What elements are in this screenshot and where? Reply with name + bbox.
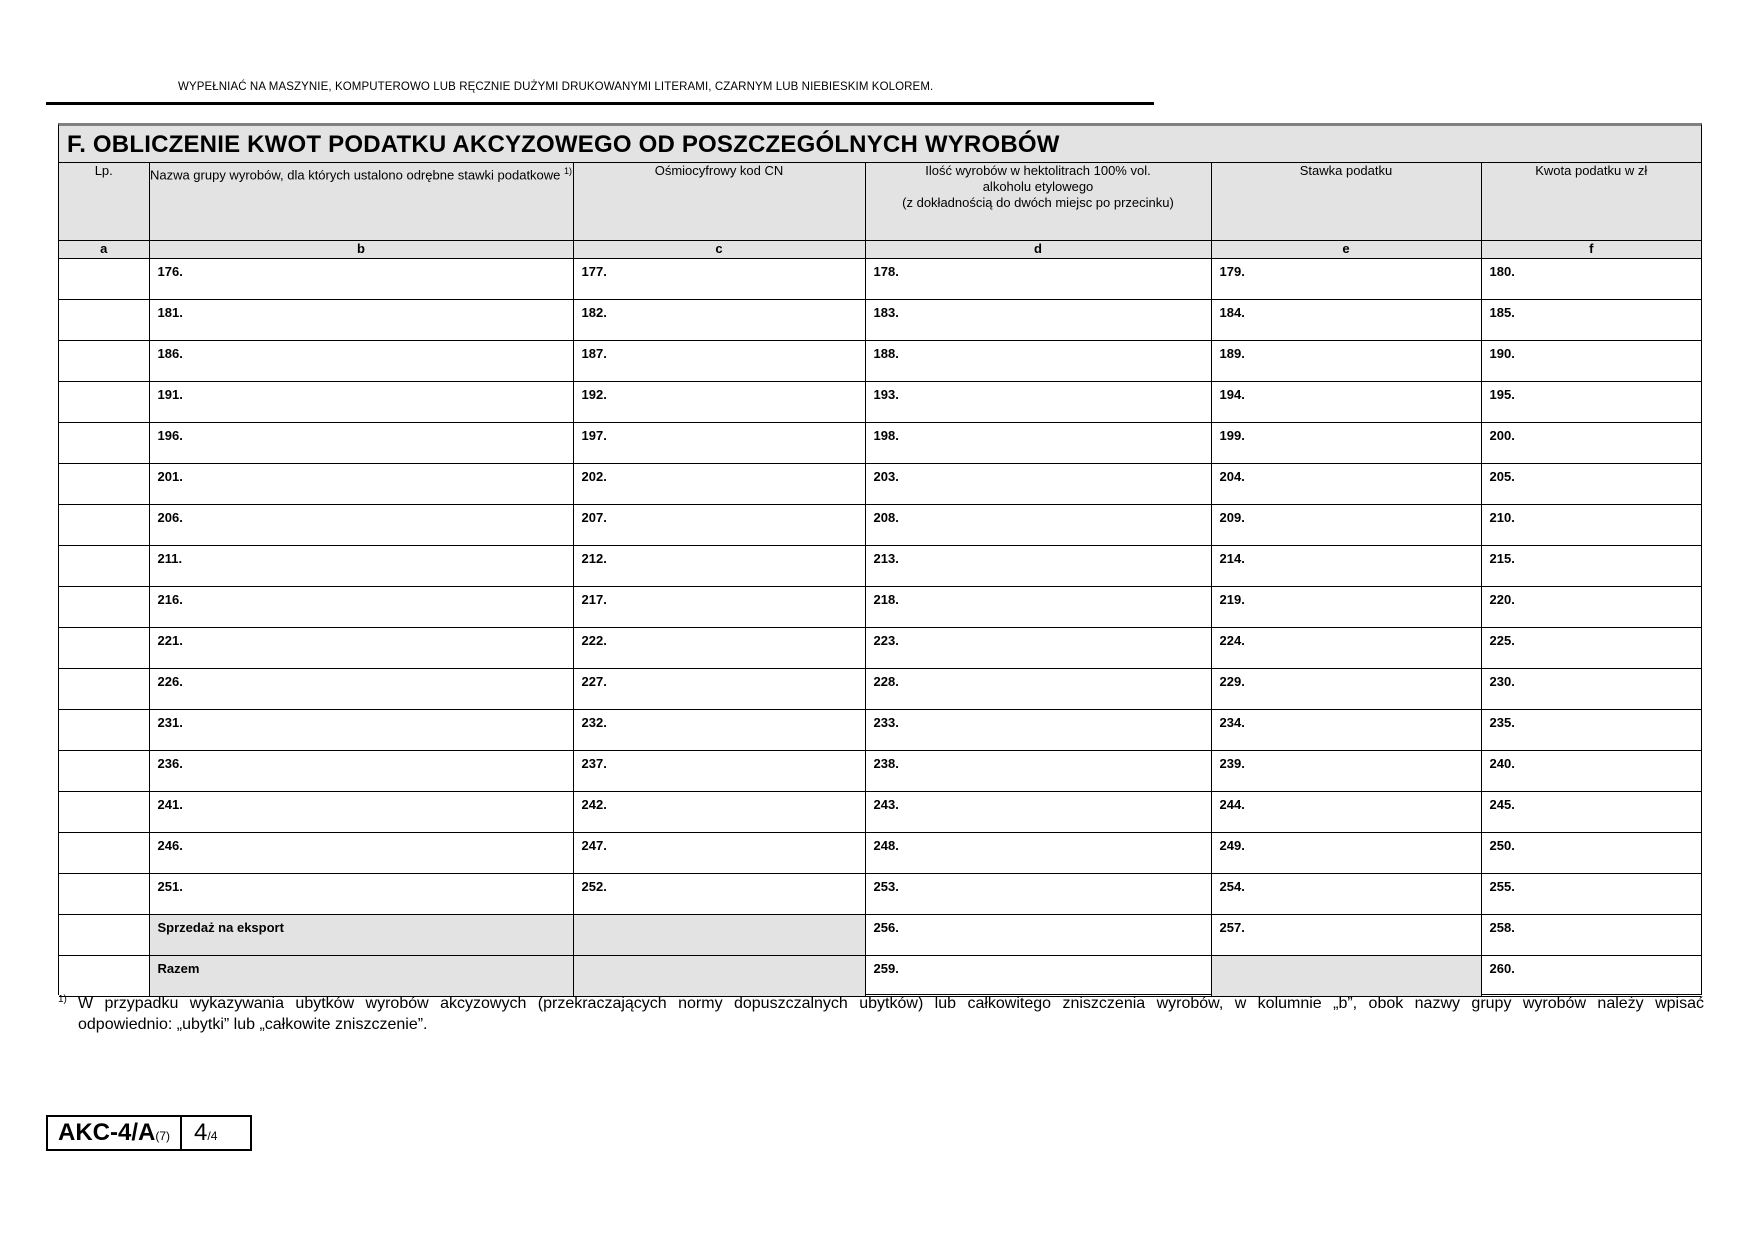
- lp-cell: [59, 505, 149, 546]
- field-quantity[interactable]: [865, 710, 1211, 751]
- lp-cell: [59, 382, 149, 423]
- field-tax-amount[interactable]: [1481, 628, 1701, 669]
- field-quantity[interactable]: [865, 300, 1211, 341]
- field-quantity[interactable]: [865, 259, 1211, 300]
- field-number: 220.: [1489, 592, 1515, 607]
- field-number: 239.: [1219, 756, 1245, 771]
- field-number: 186.: [157, 346, 183, 361]
- field-number: 198.: [873, 428, 899, 443]
- field-number: 182.: [581, 305, 607, 320]
- field-cn-code[interactable]: [573, 669, 865, 710]
- field-number: 200.: [1489, 428, 1515, 443]
- field-number: 202.: [581, 469, 607, 484]
- field-number: 187.: [581, 346, 607, 361]
- field-number: 188.: [873, 346, 899, 361]
- field-number: 245.: [1489, 797, 1515, 812]
- field-tax-amount[interactable]: [1481, 710, 1701, 751]
- field-tax-rate[interactable]: [1211, 587, 1481, 628]
- field-tax-rate[interactable]: [1211, 669, 1481, 710]
- field-number: 219.: [1219, 592, 1245, 607]
- field-product-group[interactable]: [149, 259, 573, 300]
- field-tax-rate[interactable]: [1211, 628, 1481, 669]
- field-tax-amount[interactable]: [1481, 546, 1701, 587]
- field-tax-amount[interactable]: [1481, 669, 1701, 710]
- field-tax-amount[interactable]: [1481, 874, 1701, 915]
- field-product-group[interactable]: [149, 874, 573, 915]
- export-row: [59, 915, 1701, 956]
- field-product-group[interactable]: [149, 669, 573, 710]
- form-code-text: AKC-4/A: [58, 1119, 156, 1146]
- field-number: 256.: [873, 920, 899, 935]
- header-quantity-line3: (z dokładnością do dwóch miejsc po przecinku): [902, 195, 1174, 210]
- header-quantity-line1: Ilość wyrobów w hektolitrach 100% vol.: [925, 163, 1151, 178]
- header-product-group-text: Nazwa grupy wyrobów, dla których ustalono odrębne stawki podatkowe: [149, 167, 561, 183]
- field-quantity[interactable]: [865, 833, 1211, 874]
- form-code-badge: [46, 1115, 252, 1151]
- field-number: 214.: [1219, 551, 1245, 566]
- field-number: 184.: [1219, 305, 1245, 320]
- header-tax-rate: Stawka podatku: [1211, 163, 1481, 241]
- field-number: 233.: [873, 715, 899, 730]
- field-number: 179.: [1219, 264, 1245, 279]
- field-number: 246.: [157, 838, 183, 853]
- field-quantity[interactable]: [865, 505, 1211, 546]
- field-tax-amount[interactable]: [1481, 751, 1701, 792]
- field-number: 235.: [1489, 715, 1515, 730]
- total-label-cell: [149, 956, 573, 997]
- table-row: [59, 423, 1701, 464]
- page-total: /4: [207, 1129, 218, 1143]
- field-export-amount[interactable]: [1481, 915, 1701, 956]
- field-number: 259.: [873, 961, 899, 976]
- field-number: 212.: [581, 551, 607, 566]
- field-product-group[interactable]: [149, 382, 573, 423]
- field-number: 193.: [873, 387, 899, 402]
- field-number: 205.: [1489, 469, 1515, 484]
- column-letter: e: [1211, 241, 1481, 259]
- field-quantity[interactable]: [865, 751, 1211, 792]
- field-quantity[interactable]: [865, 587, 1211, 628]
- field-product-group[interactable]: [149, 751, 573, 792]
- section-title: F. OBLICZENIE KWOT PODATKU AKCYZOWEGO OD POSZCZEGÓLNYCH WYROBÓW: [59, 126, 1701, 163]
- field-number: 194.: [1219, 387, 1245, 402]
- field-cn-code[interactable]: [573, 259, 865, 300]
- field-quantity[interactable]: [865, 341, 1211, 382]
- field-number: 221.: [157, 633, 183, 648]
- lp-cell: [59, 628, 149, 669]
- field-tax-rate[interactable]: [1211, 710, 1481, 751]
- field-number: 213.: [873, 551, 899, 566]
- field-number: 228.: [873, 674, 899, 689]
- lp-cell: [59, 710, 149, 751]
- footnote-line1: W przypadku wykazywania ubytków wyrobów akcyzowych (przekraczających normy dopuszczalnych ubytków) lub całkowitego zniszczenia wyrobów, w kolumnie „b”, obok nazwy grupy wyrobów należy wpisać: [78, 995, 1704, 1012]
- total-cn-disabled: [573, 956, 865, 997]
- field-number: 248.: [873, 838, 899, 853]
- field-cn-code[interactable]: [573, 341, 865, 382]
- field-number: 185.: [1489, 305, 1515, 320]
- field-number: 236.: [157, 756, 183, 771]
- field-number: Razem: [157, 961, 200, 976]
- field-product-group[interactable]: [149, 464, 573, 505]
- field-quantity[interactable]: [865, 669, 1211, 710]
- field-tax-amount[interactable]: [1481, 464, 1701, 505]
- form-instruction: WYPEŁNIAĆ NA MASZYNIE, KOMPUTEROWO LUB RĘCZNIE DUŻYMI DRUKOWANYMI LITERAMI, CZARNYM LUB NIEBIESKIM KOLOREM.: [178, 81, 934, 93]
- field-tax-rate[interactable]: [1211, 833, 1481, 874]
- field-number: 197.: [581, 428, 607, 443]
- field-number: 209.: [1219, 510, 1245, 525]
- field-number: 195.: [1489, 387, 1515, 402]
- field-tax-rate[interactable]: [1211, 300, 1481, 341]
- field-number: 190.: [1489, 346, 1515, 361]
- lp-cell: [59, 341, 149, 382]
- field-product-group[interactable]: [149, 423, 573, 464]
- field-number: 226.: [157, 674, 183, 689]
- table-row: [59, 874, 1701, 915]
- field-export-rate[interactable]: [1211, 915, 1481, 956]
- field-tax-rate[interactable]: [1211, 464, 1481, 505]
- field-tax-amount[interactable]: [1481, 300, 1701, 341]
- field-product-group[interactable]: [149, 628, 573, 669]
- lp-cell: [59, 915, 149, 956]
- lp-cell: [59, 587, 149, 628]
- field-cn-code[interactable]: [573, 710, 865, 751]
- field-number: 230.: [1489, 674, 1515, 689]
- field-number: 251.: [157, 879, 183, 894]
- field-number: 244.: [1219, 797, 1245, 812]
- header-product-group: [149, 163, 573, 241]
- field-number: 183.: [873, 305, 899, 320]
- table-row: [59, 587, 1701, 628]
- field-product-group[interactable]: [149, 710, 573, 751]
- field-total-quantity[interactable]: [865, 956, 1211, 997]
- field-quantity[interactable]: [865, 464, 1211, 505]
- field-number: 217.: [581, 592, 607, 607]
- field-number: 192.: [581, 387, 607, 402]
- table-row: [59, 710, 1701, 751]
- table-row: [59, 300, 1701, 341]
- field-number: 260.: [1489, 961, 1515, 976]
- field-number: 252.: [581, 879, 607, 894]
- field-cn-code[interactable]: [573, 423, 865, 464]
- column-letter: a: [59, 241, 149, 259]
- field-number: 176.: [157, 264, 183, 279]
- field-tax-rate[interactable]: [1211, 505, 1481, 546]
- field-number: 255.: [1489, 879, 1515, 894]
- top-rule: [46, 102, 1154, 105]
- field-number: 227.: [581, 674, 607, 689]
- field-cn-code[interactable]: [573, 792, 865, 833]
- field-cn-code[interactable]: [573, 300, 865, 341]
- lp-cell: [59, 669, 149, 710]
- table-row: [59, 546, 1701, 587]
- field-number: 232.: [581, 715, 607, 730]
- field-number: 218.: [873, 592, 899, 607]
- field-product-group[interactable]: [149, 505, 573, 546]
- field-number: 243.: [873, 797, 899, 812]
- field-number: 180.: [1489, 264, 1515, 279]
- field-cn-code[interactable]: [573, 751, 865, 792]
- field-cn-code[interactable]: [573, 505, 865, 546]
- field-tax-amount[interactable]: [1481, 833, 1701, 874]
- field-number: 234.: [1219, 715, 1245, 730]
- field-number: 254.: [1219, 879, 1245, 894]
- table-row: [59, 833, 1701, 874]
- header-tax-amount: Kwota podatku w zł: [1481, 163, 1701, 241]
- field-cn-code[interactable]: [573, 382, 865, 423]
- footnote-mark: 1): [58, 994, 67, 1005]
- page-current: 4: [194, 1119, 208, 1146]
- field-tax-amount[interactable]: [1481, 382, 1701, 423]
- field-product-group[interactable]: [149, 546, 573, 587]
- field-number: 208.: [873, 510, 899, 525]
- field-tax-rate[interactable]: [1211, 382, 1481, 423]
- header-quantity: [865, 163, 1211, 241]
- field-quantity[interactable]: [865, 546, 1211, 587]
- column-letter: d: [865, 241, 1211, 259]
- field-export-quantity[interactable]: [865, 915, 1211, 956]
- export-cn-disabled: [573, 915, 865, 956]
- table-row: [59, 464, 1701, 505]
- field-tax-rate[interactable]: [1211, 546, 1481, 587]
- form-version: (7): [155, 1129, 171, 1143]
- field-number: 223.: [873, 633, 899, 648]
- field-tax-amount[interactable]: [1481, 505, 1701, 546]
- field-product-group[interactable]: [149, 833, 573, 874]
- form-code: [48, 1117, 182, 1149]
- field-tax-amount[interactable]: [1481, 587, 1701, 628]
- field-number: 203.: [873, 469, 899, 484]
- header-cn-code: Ośmiocyfrowy kod CN: [573, 163, 865, 241]
- field-number: 207.: [581, 510, 607, 525]
- field-number: 177.: [581, 264, 607, 279]
- field-tax-rate[interactable]: [1211, 874, 1481, 915]
- field-number: 222.: [581, 633, 607, 648]
- lp-cell: [59, 833, 149, 874]
- field-number: 181.: [157, 305, 183, 320]
- page-number: [182, 1117, 250, 1149]
- lp-cell: [59, 259, 149, 300]
- field-number: 199.: [1219, 428, 1245, 443]
- field-number: 196.: [157, 428, 183, 443]
- field-number: 241.: [157, 797, 183, 812]
- lp-cell: [59, 300, 149, 341]
- field-number: 238.: [873, 756, 899, 771]
- field-number: 249.: [1219, 838, 1245, 853]
- field-tax-rate[interactable]: [1211, 423, 1481, 464]
- lp-cell: [59, 956, 149, 997]
- lp-cell: [59, 792, 149, 833]
- column-letter: c: [573, 241, 865, 259]
- field-quantity[interactable]: [865, 382, 1211, 423]
- field-number: 225.: [1489, 633, 1515, 648]
- footnote-ref: 1): [564, 166, 573, 176]
- field-number: 242.: [581, 797, 607, 812]
- field-tax-amount[interactable]: [1481, 792, 1701, 833]
- header-row: [59, 163, 1701, 241]
- field-cn-code[interactable]: [573, 628, 865, 669]
- lp-cell: [59, 464, 149, 505]
- field-number: 247.: [581, 838, 607, 853]
- field-tax-rate[interactable]: [1211, 792, 1481, 833]
- field-product-group[interactable]: [149, 792, 573, 833]
- field-tax-rate[interactable]: [1211, 751, 1481, 792]
- field-tax-amount[interactable]: [1481, 259, 1701, 300]
- field-number: 231.: [157, 715, 183, 730]
- field-number: 229.: [1219, 674, 1245, 689]
- field-quantity[interactable]: [865, 792, 1211, 833]
- table-row: [59, 751, 1701, 792]
- field-cn-code[interactable]: [573, 874, 865, 915]
- field-quantity[interactable]: [865, 423, 1211, 464]
- field-number: 216.: [157, 592, 183, 607]
- header-quantity-line2: alkoholu etylowego: [982, 179, 1094, 194]
- table-row: [59, 259, 1701, 300]
- field-number: 191.: [157, 387, 183, 402]
- field-number: 257.: [1219, 920, 1245, 935]
- field-cn-code[interactable]: [573, 464, 865, 505]
- field-quantity[interactable]: [865, 628, 1211, 669]
- field-number: 258.: [1489, 920, 1515, 935]
- header-lp: Lp.: [59, 163, 149, 241]
- lp-cell: [59, 874, 149, 915]
- field-number: 210.: [1489, 510, 1515, 525]
- lp-cell: [59, 546, 149, 587]
- field-number: 215.: [1489, 551, 1515, 566]
- total-rate-disabled: [1211, 956, 1481, 997]
- total-row: [59, 956, 1701, 997]
- field-product-group[interactable]: [149, 341, 573, 382]
- field-number: 253.: [873, 879, 899, 894]
- field-number: 224.: [1219, 633, 1245, 648]
- table-row: [59, 792, 1701, 833]
- column-letter-row: [59, 241, 1701, 259]
- field-number: 178.: [873, 264, 899, 279]
- footnote-line2: odpowiednio: „ubytki” lub „całkowite zniszczenie”.: [78, 1016, 428, 1033]
- table-row: [59, 341, 1701, 382]
- field-number: 211.: [157, 551, 183, 566]
- export-label-cell: [149, 915, 573, 956]
- field-number: 204.: [1219, 469, 1245, 484]
- field-total-amount[interactable]: [1481, 956, 1701, 997]
- field-tax-rate[interactable]: [1211, 259, 1481, 300]
- table-row: [59, 669, 1701, 710]
- footnote: [58, 993, 1704, 1035]
- lp-cell: [59, 423, 149, 464]
- lp-cell: [59, 751, 149, 792]
- field-quantity[interactable]: [865, 874, 1211, 915]
- field-number: 240.: [1489, 756, 1515, 771]
- tax-calculation-table: [59, 163, 1701, 997]
- table-row: [59, 628, 1701, 669]
- field-number: 250.: [1489, 838, 1515, 853]
- field-tax-amount[interactable]: [1481, 341, 1701, 382]
- field-cn-code[interactable]: [573, 546, 865, 587]
- column-letter: f: [1481, 241, 1701, 259]
- field-product-group[interactable]: [149, 587, 573, 628]
- field-tax-rate[interactable]: [1211, 341, 1481, 382]
- field-number: 189.: [1219, 346, 1245, 361]
- field-number: 201.: [157, 469, 183, 484]
- field-cn-code[interactable]: [573, 833, 865, 874]
- field-number: 237.: [581, 756, 607, 771]
- field-number: Sprzedaż na eksport: [157, 920, 284, 935]
- table-row: [59, 505, 1701, 546]
- field-number: 206.: [157, 510, 183, 525]
- field-product-group[interactable]: [149, 300, 573, 341]
- field-cn-code[interactable]: [573, 587, 865, 628]
- field-tax-amount[interactable]: [1481, 423, 1701, 464]
- column-letter: b: [149, 241, 573, 259]
- table-row: [59, 382, 1701, 423]
